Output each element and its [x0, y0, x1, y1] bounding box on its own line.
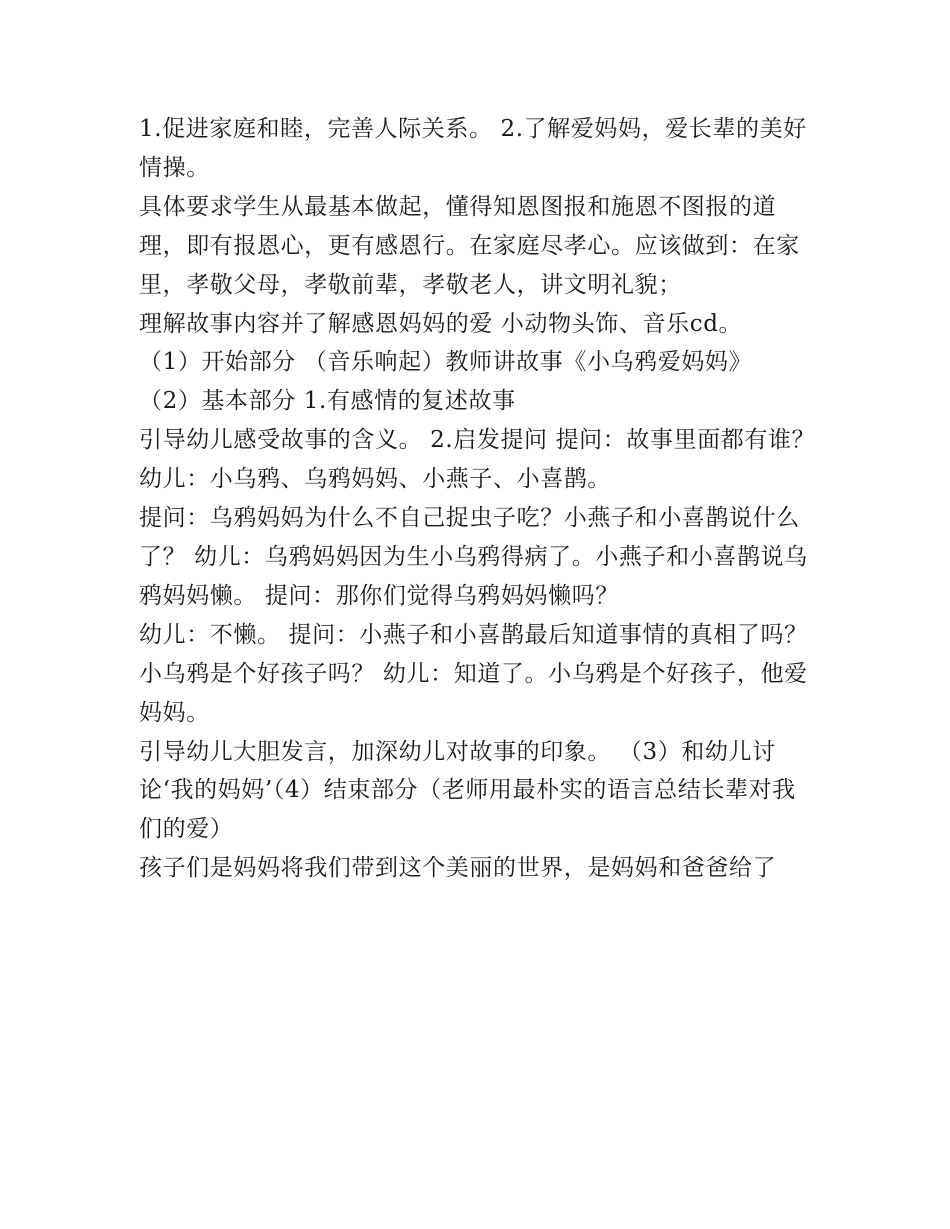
paragraph-opening-part: （1）开始部分 （音乐响起）教师讲故事《小乌鸦爱妈妈》	[139, 349, 753, 376]
document-body	[139, 110, 819, 888]
paragraph-basic-part: （2）基本部分 1.有感情的复述故事	[139, 388, 516, 415]
paragraph-question-why: 提问：乌鸦妈妈为什么不自己捉虫子吃？小燕子和小喜鹊说什么了？ 幼儿：乌鸦妈妈因为生小乌鸦得病了。小燕子和小喜鹊说乌鸦妈妈懒。 提问：那你们觉得乌鸦妈妈懒吗？	[139, 505, 808, 609]
paragraph-goals: 1.促进家庭和睦，完善人际关系。 2.了解爱妈妈，爱长辈的美好情操。	[139, 116, 807, 181]
paragraph-discussion: 引导幼儿大胆发言，加深幼儿对故事的印象。 （3）和幼儿讨论‘我的妈妈’（4）结束部分（老师用最朴实的语言总结长辈对我们的爱）	[139, 738, 796, 843]
paragraph-closing: 孩子们是妈妈将我们带到这个美丽的世界，是妈妈和爸爸给了	[139, 855, 777, 882]
paragraph-question-truth: 幼儿：不懒。 提问：小燕子和小喜鹊最后知道事情的真相了吗？小乌鸦是个好孩子吗？ 幼儿：知道了。小乌鸦是个好孩子，他爱妈妈。	[139, 621, 808, 726]
paragraph-preparation: 理解故事内容并了解感恩妈妈的爱 小动物头饰、音乐cd。	[139, 310, 743, 337]
paragraph-question-who: 引导幼儿感受故事的含义。 2.启发提问 提问：故事里面都有谁？ 幼儿：小乌鸦、乌鸦妈妈、小燕子、小喜鹊。	[139, 427, 816, 493]
paragraph-requirements: 具体要求学生从最基本做起，懂得知恩图报和施恩不图报的道理，即有报恩心，更有感恩行。在家庭尽孝心。应该做到：在家里，孝敬父母，孝敬前辈，孝敬老人，讲文明礼貌；	[139, 193, 800, 298]
